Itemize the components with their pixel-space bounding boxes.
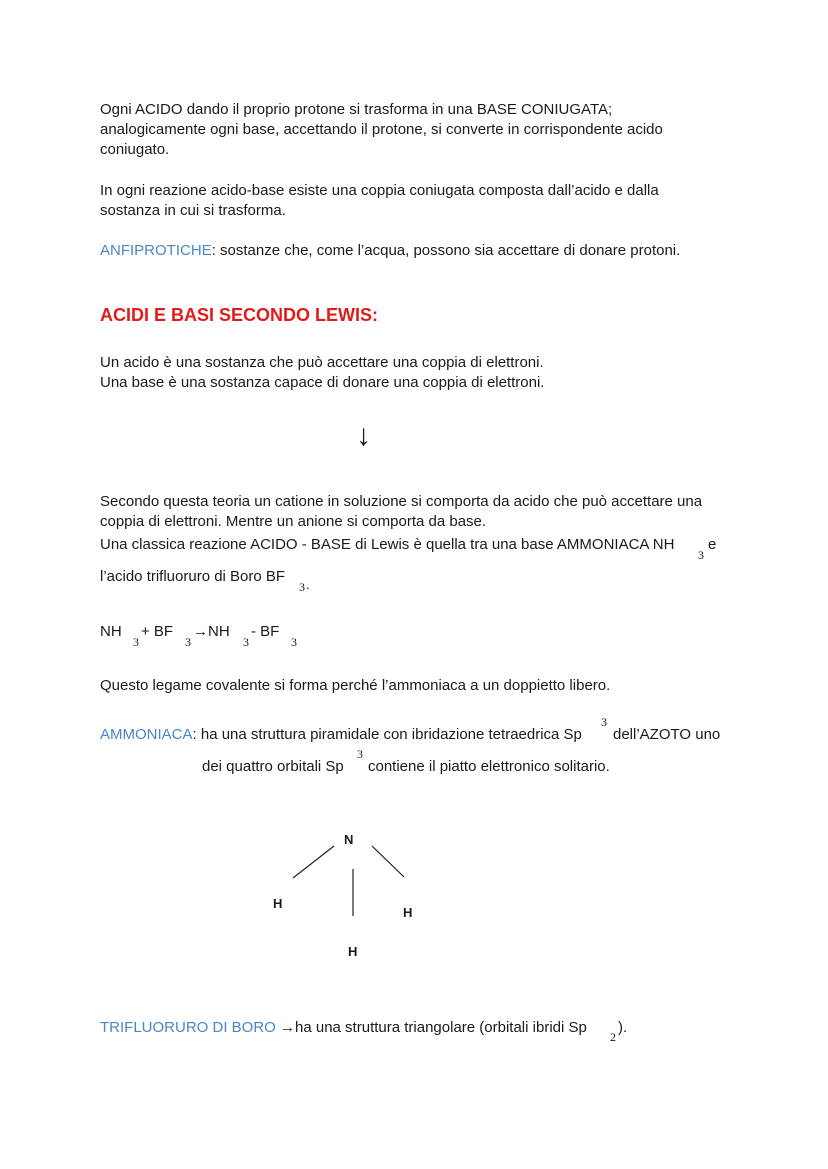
lewis-acid-definition: Un acido è una sostanza che può accettare una coppia di elettroni. [100,354,544,371]
reaction-plus-bf: + BF [141,623,174,640]
reaction-sub-4: 3 [291,635,297,649]
reaction-sub-3: 3 [243,635,249,649]
trifluoruro-paragraph [100,1018,587,1038]
bond-n-h-left [293,846,334,878]
atom-hydrogen-left: H [273,896,283,911]
ammoniaca-superscript-2: 3 [357,747,363,761]
pair-line-2: sostanza in cui si trasforma. [100,202,286,219]
reaction-nh: NH [100,623,122,640]
ammoniaca-line-2-tail: contiene il piatto elettronico solitario. [368,758,610,775]
reaction-arrow-nh: →NH [193,623,230,640]
intro-line-3: coniugato. [100,141,170,158]
ammoniaca-text: : ha una struttura piramidale con ibridazione tetraedrica Sp [192,726,582,743]
ammoniaca-superscript-1: 3 [601,715,607,729]
theory-line-4: l’acido trifluoruro di Boro BF [100,568,286,585]
lewis-base-definition: Una base è una sostanza capace di donare una coppia di elettroni. [100,374,545,391]
atom-nitrogen: N [344,832,354,847]
intro-line-1: Ogni ACIDO dando il proprio protone si trasforma in una BASE CONIUGATA; [100,101,613,118]
theory-line-4-tail: . [306,577,310,592]
pair-line-1: In ogni reazione acido-base esiste una coppia coniugata composta dall’acido e dalla [100,182,659,199]
covalent-bond-text: Questo legame covalente si forma perché l’ammoniaca a un doppietto libero. [100,677,611,694]
theory-line-3: Una classica reazione ACIDO - BASE di Lewis è quella tra una base AMMONIACA NH [100,536,675,553]
down-arrow-icon: ↓ [356,419,371,452]
theory-bf3-subscript: 3 [299,580,305,594]
reaction-sub-1: 3 [133,635,139,649]
ammoniaca-text-2: dell’AZOTO uno [613,726,721,743]
anfiprotiche-text: : sostanze che, come l’acqua, possono sia accettare di donare protoni. [211,242,681,259]
lewis-heading: ACIDI E BASI SECONDO LEWIS: [100,305,379,325]
reaction-minus-bf: - BF [251,623,280,640]
trifluoruro-subscript: 2 [610,1030,616,1044]
ammoniaca-term: AMMONIACA [100,726,193,743]
reaction-sub-2: 3 [185,635,191,649]
atom-hydrogen-right: H [403,905,413,920]
theory-line-3-tail: e [708,536,717,553]
trifluoruro-term: TRIFLUORURO DI BORO [100,1019,276,1036]
ammoniaca-line-2: dei quattro orbitali Sp [202,758,344,775]
bond-n-h-right [372,846,404,877]
atom-hydrogen-bottom: H [348,944,358,959]
intro-line-2: analogicamente ogni base, accettando il protone, si converte in corrispondente acido [100,121,663,138]
theory-line-1: Secondo questa teoria un catione in soluzione si comporta da acido che può accettare una [100,493,703,510]
theory-nh3-subscript: 3 [698,548,704,562]
anfiprotiche-term: ANFIPROTICHE [100,242,212,259]
trifluoruro-tail: ). [618,1019,628,1036]
theory-line-2: coppia di elettroni. Mentre un anione si comporta da base. [100,513,487,530]
trifluoruro-text: →ha una struttura triangolare (orbitali ibridi Sp [280,1019,587,1036]
